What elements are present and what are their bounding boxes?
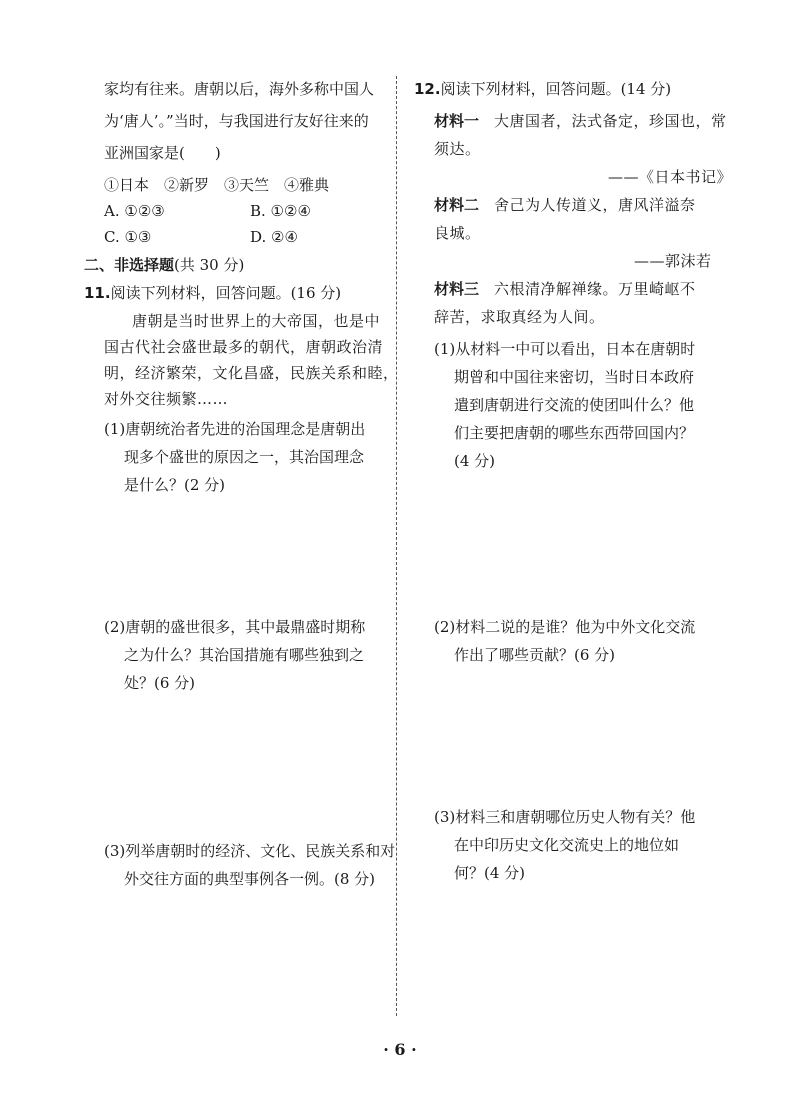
- q12-m3-line-1: [434, 278, 696, 300]
- q11-sub3-line-1: (3)列举唐朝时的经济、文化、民族关系和对: [104, 842, 396, 860]
- q11-sub2-line-2: 之为什么？其治国措施有哪些独到之: [124, 646, 365, 664]
- q12-stem: [414, 78, 671, 100]
- q12-number: 12.: [414, 80, 441, 98]
- section-heading: [84, 254, 244, 276]
- q10-option-b: B. ①②④: [250, 202, 311, 220]
- q10-line-2: 为‘唐人’。”当时，与我国进行友好往来的: [104, 112, 369, 130]
- q11-material-line-3: 明，经济繁荣，文化昌盛，民族关系和睦，: [104, 364, 399, 382]
- q11-sub2-line-1: (2)唐朝的盛世很多，其中最鼎盛时期称: [104, 618, 366, 636]
- q12-stem-text: 阅读下列材料，回答问题。(14 分): [440, 80, 672, 98]
- section-score: (共 30 分): [174, 256, 245, 274]
- q12-m2-label: 材料二: [434, 196, 480, 214]
- q11-sub3-line-2: 外交往方面的典型事例各一例。(8 分): [124, 870, 376, 888]
- q10-line-1: 家均有往来。唐朝以后，海外多称中国人: [104, 80, 375, 98]
- q11-number: 11.: [84, 284, 111, 302]
- q10-option-c: C. ①③: [104, 228, 152, 246]
- q12-sub1-line-2: 期曾和中国往来密切，当时日本政府: [454, 368, 695, 386]
- q12-m1-label: 材料一: [434, 112, 480, 130]
- q12-sub2-line-1: (2)材料二说的是谁？他为中外文化交流: [434, 618, 696, 636]
- q12-sub1-line-3: 遣到唐朝进行交流的使团叫什么？他: [454, 396, 695, 414]
- q10-option-a: A. ①②③: [104, 202, 165, 220]
- q12-m1-source: ——《日本书记》: [608, 168, 733, 186]
- q11-sub2-line-3: 处？(6 分): [124, 674, 196, 692]
- q12-sub3-line-2: 在中印历史文化交流史上的地位如: [454, 836, 680, 854]
- q11-stem: [84, 282, 341, 304]
- q12-m1-line-1: [434, 110, 727, 132]
- q12-sub1-line-1: (1)从材料一中可以看出，日本在唐朝时: [434, 340, 696, 358]
- q12-sub2-line-2: 作出了哪些贡献？(6 分): [454, 646, 616, 664]
- q11-sub1-line-1: (1)唐朝统治者先进的治国理念是唐朝出: [104, 420, 366, 438]
- q12-sub1-line-4: 们主要把唐朝的哪些东西带回国内？: [454, 424, 695, 442]
- section-title: 二、非选择题: [84, 256, 175, 274]
- q11-stem-text: 阅读下列材料，回答问题。(16 分): [110, 284, 342, 302]
- q12-m1-text-1: 大唐国者，法式备定，珍国也，常: [494, 112, 727, 130]
- q12-m2-line-1: [434, 194, 696, 216]
- q12-m3-text-1: 六根清净解禅缘。万里崎岖不: [494, 280, 696, 298]
- q11-material-line-4: 对外交往频繁……: [104, 390, 229, 408]
- q11-material-line-2: 国古代社会盛世最多的朝代，唐朝政治清: [104, 338, 384, 356]
- q12-sub3-line-3: 何？(4 分): [454, 864, 526, 882]
- q12-sub1-line-5: (4 分): [454, 452, 496, 470]
- q12-sub3-line-1: (3)材料三和唐朝哪位历史人物有关？他: [434, 808, 696, 826]
- q12-m2-line-2: 良城。: [434, 224, 481, 242]
- q11-sub1-line-3: 是什么？(2 分): [124, 476, 226, 494]
- q12-m2-source: ——郭沫若: [634, 252, 712, 270]
- q10-items: ①日本 ②新罗 ③天竺 ④雅典: [104, 176, 330, 194]
- page-number: · 6 ·: [383, 1040, 417, 1059]
- q12-m3-line-2: 辞苦，求取真经为人间。: [434, 308, 605, 326]
- q12-m3-label: 材料三: [434, 280, 480, 298]
- q12-m2-text-1: 舍己为人传道义，唐风洋溢奈: [494, 196, 696, 214]
- column-divider: [396, 76, 397, 1016]
- q11-material-line-1: 唐朝是当时世界上的大帝国，也是中: [132, 312, 381, 330]
- q11-sub1-line-2: 现多个盛世的原因之一，其治国理念: [124, 448, 365, 466]
- q10-option-d: D. ②④: [250, 228, 298, 246]
- q10-line-3: 亚洲国家是( ): [104, 144, 221, 162]
- q12-m1-line-2: 须达。: [434, 140, 481, 158]
